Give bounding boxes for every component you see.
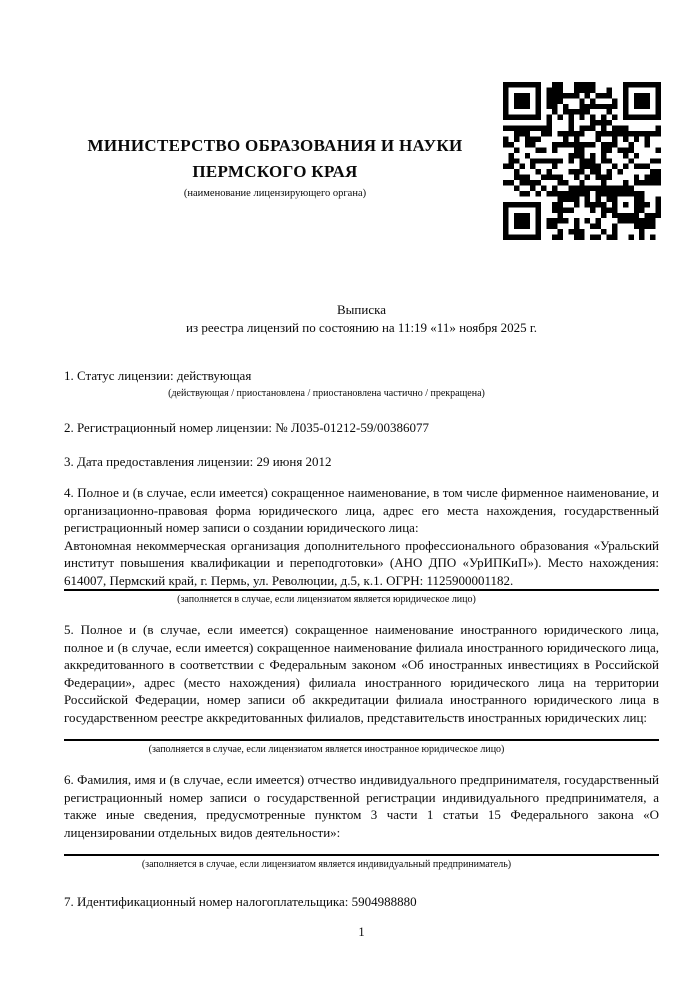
ministry-title-line2: ПЕРМСКОГО КРАЯ [192,162,358,181]
document-body [64,0,659,941]
item-1-license-status: 1. Статус лицензии: действующая [64,368,252,383]
document-title: Выписка [337,302,386,317]
ministry-title-line1: МИНИСТЕРСТВО ОБРАЗОВАНИЯ И НАУКИ [87,136,463,155]
document-title-block [64,301,659,336]
item-1-caption: (действующая / приостановлена / приостановлена частично / прекращена) [168,387,485,399]
ministry-subtitle: (наименование лицензирующего органа) [183,188,367,199]
item-4-text: 4. Полное и (в случае, если имеется) сокращенное наименование, в том числе фирменное наименование, и организационно-правовая форма юридического лица, адрес его места нахождения, государственный регистрационный номер записи о создании юридического лица: [64,485,659,535]
item-5-caption: (заполняется в случае, если лицензиатом является иностранное юридическое лицо) [148,744,505,755]
rule-item-5 [64,739,659,741]
rule-item-4 [64,589,659,591]
item-4-caption: (заполняется в случае, если лицензиатом является юридическое лицо) [177,594,476,605]
item-4-legal-entity [64,484,659,589]
document-subtitle: из реестра лицензий по состоянию на 11:19 «11» ноября 2025 г. [186,319,537,335]
rule-item-6 [64,854,659,856]
item-4-value: Автономная некоммерческая организация дополнительного профессионального образования «Уральский институт повышения квалификации и переподготовки» (АНО ДПО «УрИПКиП»). Место нахождения: 614007, Пермский край, г. Пермь, ул. Революции, д.5, к.1. ОГРН: 1125900001182. [64,537,659,588]
item-2-registration-number: 2. Регистрационный номер лицензии: № Л035-01212-59/00386077 [64,420,430,435]
page-number: 1 [358,924,365,939]
item-3-license-date: 3. Дата предоставления лицензии: 29 июня 2012 [64,453,332,469]
item-7-taxpayer-number: 7. Идентификационный номер налогоплательщика: 5904988880 [64,894,417,909]
item-5-foreign-entity: 5. Полное и (в случае, если имеется) сокращенное наименование иностранного юридического лица, полное и (в случае, если имеется) сокращенное наименование филиала иностранного юридического лица, аккредитованного в соответствии с Федеральным законом «Об иностранных инвестициях в Российской Федерации», адрес (место нахождения) филиала иностранного юридического лица на территории Российской Федерации, номер записи об аккредитации филиала иностранного юридического лица в государственном реестре аккредитованных филиалов, представительств иностранных юридических лиц: [64,622,659,725]
item-6-caption: (заполняется в случае, если лицензиатом является индивидуальный предприниматель) [141,859,512,870]
item-6-individual-entrepreneur: 6. Фамилия, имя и (в случае, если имеется) отчество индивидуального предпринимателя, государственный регистрационный номер записи о государственной регистрации индивидуального предпринимателя, а также иные сведения, предусмотренные пунктом 3 части 1 статьи 15 Федерального закона «О лицензировании отдельных видов деятельности»: [64,772,659,840]
